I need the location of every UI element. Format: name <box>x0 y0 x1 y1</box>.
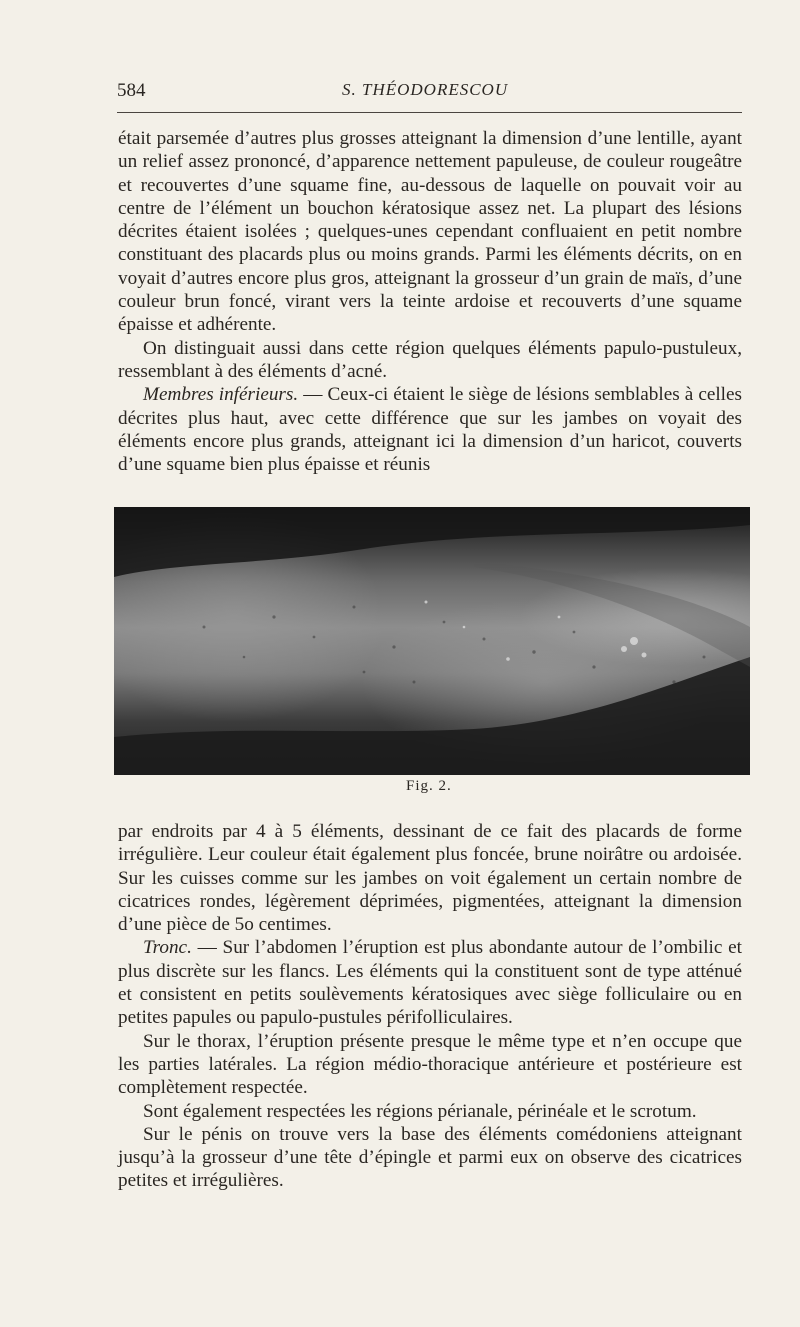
text-block-bottom <box>118 820 742 1193</box>
clinical-photograph <box>114 507 750 775</box>
photo-texture <box>114 507 750 775</box>
paragraph: Sont également respectées les régions périanale, périnéale et le scrotum. <box>143 1100 697 1122</box>
paragraph-text: — Sur l’abdomen l’éruption est plus abondante autour de l’ombilic et plus discrète sur les flancs. Les éléments qui la constituent sont de type atténué et consistent en petits soulèvements kératosiques avec siège folliculaire ou en petites papules ou papulo-pustules périfolliculaires. <box>118 937 742 1029</box>
paragraph: était parsemée d’autres plus grosses atteignant la dimension d’une lentille, ayant un relief assez prononcé, d’apparence nettement papuleuse, de couleur rougeâtre et recouvertes d’une squame fine, au-dessous de laquelle on pouvait voir au centre de l’élément un bouchon kératosique assez net. La plupart des lésions décrites étaient isolées ; quelques-unes cependant confluaient en petit nombre constituant des placards plus ou moins grands. Parmi les éléments décrits, on en voyait d’autres encore plus gros, atteignant la grosseur d’un grain de maïs, d’une couleur brun foncé, virant vers la teinte ardoise et recouverts d’une squame épaisse et adhérente. <box>118 128 742 336</box>
running-head: S. THÉODORESCOU <box>342 80 509 99</box>
paragraph-text: — Ceux-ci étaient le siège de lésions semblables à celles décrites plus haut, avec cette différence que sur les jambes on voyait des éléments encore plus grands, atteignant ici la dimension d’un haricot, couverts d’une squame bien plus épaisse et réunis <box>118 384 742 476</box>
section-label: Membres inférieurs. <box>143 384 299 406</box>
paragraph <box>118 936 742 1029</box>
paragraph: Sur le thorax, l’éruption présente presque le même type et n’en occupe que les parties latérales. La région médio-thoracique antérieure et postérieure est complètement respectée. <box>118 1030 742 1099</box>
page-number: 584 <box>117 80 146 101</box>
paragraph: On distinguait aussi dans cette région quelques éléments papulo-pustuleux, ressemblant à des éléments d’acné. <box>118 337 742 382</box>
paragraph: par endroits par 4 à 5 éléments, dessinant de ce fait des placards de forme irrégulière. Leur couleur était également plus foncée, brune noirâtre ou ardoisée. Sur les cuisses comme sur les jambes on voit également un certain nombre de cicatrices rondes, légèrement déprimées, pigmentées, atteignant la dimension d’une pièce de 5o centimes. <box>118 821 742 936</box>
figure-caption: Fig. 2. <box>406 778 452 794</box>
paragraph <box>118 383 742 476</box>
page-header <box>117 80 742 110</box>
text-block-top <box>118 127 742 476</box>
header-rule <box>117 112 742 113</box>
paragraph: Sur le pénis on trouve vers la base des éléments comédoniens atteignant jusqu’à la grosseur d’une tête d’épingle et parmi eux on observe des cicatrices petites et irrégulières. <box>118 1123 742 1192</box>
section-label: Tronc. <box>143 937 192 959</box>
